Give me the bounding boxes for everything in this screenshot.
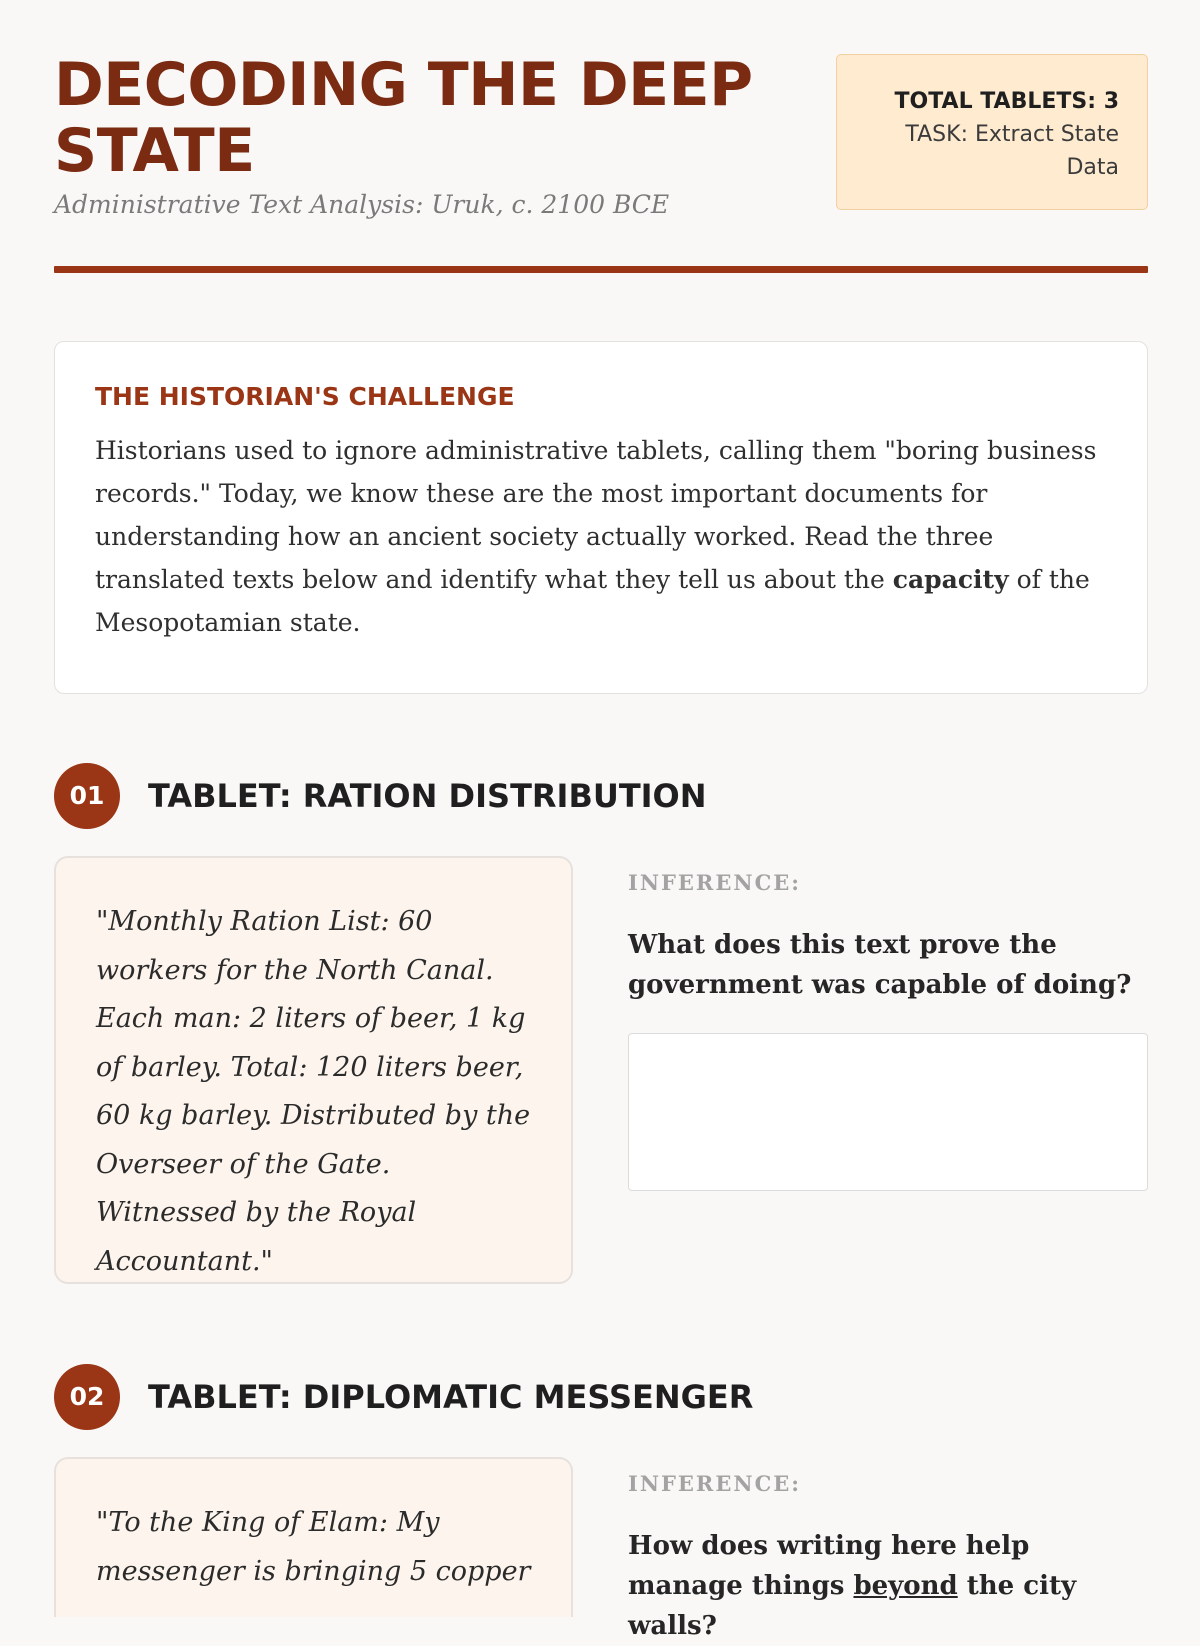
challenge-emphasis: capacity bbox=[892, 565, 1009, 594]
header-divider bbox=[54, 266, 1148, 273]
tablet-quote-card bbox=[54, 1457, 573, 1617]
tablet-number-badge: 01 bbox=[54, 763, 120, 829]
challenge-text-end: of the Mesopotamian state. bbox=[95, 565, 1090, 637]
inference-question-end: the city walls? bbox=[628, 1571, 1077, 1641]
inference-question-emphasis: beyond bbox=[853, 1571, 958, 1601]
worksheet-header bbox=[54, 0, 1148, 273]
tablet-section-2 bbox=[54, 1364, 1148, 1641]
tablet-quote: "To the King of Elam: My messenger is bringing 5 copper bbox=[96, 1507, 531, 1587]
inference-label: INFERENCE: bbox=[628, 1471, 802, 1496]
challenge-card bbox=[54, 341, 1148, 694]
challenge-text-start: Historians used to ignore administrative tablets, calling them "boring business records." Today, we know these are the most important documents for understanding how an ancient society actually worked. Read the three translated texts below and identify what they tell us about the bbox=[95, 436, 1097, 594]
page-title: DECODING THE DEEP STATE bbox=[54, 50, 753, 186]
tablet-quote: "Monthly Ration List: 60 workers for the North Canal. Each man: 2 liters of beer, 1 kg of barley. Total: 120 liters beer, 60 kg barley. Distributed by the Overseer of the Gate. Witnessed by the Royal Accountant." bbox=[96, 906, 531, 1277]
tablet-section-header bbox=[54, 1364, 1148, 1430]
inference-panel bbox=[628, 856, 1148, 1191]
inference-question bbox=[628, 1526, 1148, 1646]
challenge-title: THE HISTORIAN'S CHALLENGE bbox=[95, 382, 515, 411]
inference-question: What does this text prove the government was capable of doing? bbox=[628, 930, 1132, 1000]
task-label: TASK: Extract State Data bbox=[905, 122, 1119, 180]
challenge-text bbox=[95, 429, 1107, 644]
tablet-section-1 bbox=[54, 763, 1148, 1277]
inference-panel bbox=[628, 1457, 1148, 1646]
answer-input[interactable] bbox=[628, 1033, 1148, 1191]
tablet-title: TABLET: RATION DISTRIBUTION bbox=[148, 777, 707, 815]
inference-label: INFERENCE: bbox=[628, 870, 802, 895]
tablet-quote-card bbox=[54, 856, 573, 1284]
worksheet-page bbox=[54, 0, 1148, 1641]
total-tablets-label: TOTAL TABLETS: 3 bbox=[894, 89, 1119, 114]
tablet-title: TABLET: DIPLOMATIC MESSENGER bbox=[148, 1378, 754, 1416]
tablet-info-box bbox=[836, 54, 1148, 210]
inference-question-start: How does writing here help manage things bbox=[628, 1531, 1030, 1601]
tablet-number-badge: 02 bbox=[54, 1364, 120, 1430]
tablet-section-header bbox=[54, 763, 1148, 829]
page-subtitle: Administrative Text Analysis: Uruk, c. 2100 BCE bbox=[54, 190, 670, 219]
